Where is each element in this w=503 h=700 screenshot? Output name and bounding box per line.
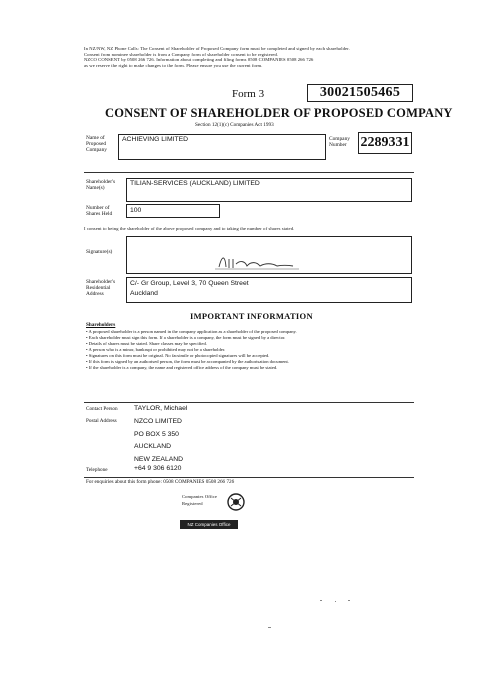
address-line-1: C/- Gr Group, Level 3, 70 Queen Street: [130, 280, 249, 287]
important-item: • A proposed shareholder is a person named in the company application as a shareholder of the proposed company.: [86, 329, 297, 334]
company-number: 2289331: [360, 135, 410, 150]
postal-line: AUCKLAND: [134, 443, 172, 450]
important-item: • Details of shares must be stated. Share classes may be specified.: [86, 341, 207, 346]
contact-person: TAYLOR, Michael: [134, 405, 188, 412]
postal-line: NZCO LIMITED: [134, 418, 182, 425]
page-subtitle: Section 12(1)(c) Companies Act 1993: [195, 122, 274, 128]
form-number: 30021505465: [319, 85, 401, 100]
important-item: • If this form is signed by an authorised person, the form must be accompanied by the authorisation document.: [86, 359, 289, 364]
stamp-line-3: NZ Companies Office: [180, 520, 238, 529]
important-item: • A person who is a minor, bankrupt or prohibited may not be a shareholder.: [86, 347, 226, 352]
shares-label: Number of Shares Held: [86, 205, 113, 217]
page-title: CONSENT OF SHAREHOLDER OF PROPOSED COMPANY: [105, 106, 453, 120]
address-label: Shareholder's Residential Address: [86, 279, 116, 297]
important-item: • Signatures on this form must be original. No facsimile or photocopied signatures will be accepted.: [86, 353, 270, 358]
postal-address-label: Postal Address: [86, 418, 117, 424]
telephone-label: Telephone: [86, 467, 108, 473]
shareholder-name-label: Shareholder's Name(s): [86, 179, 116, 191]
header-note-3: NZCO CONSENT by 0508 266 726. Information about completing and filing forms 0508 COMPANIES 0508 266 726: [84, 57, 314, 63]
important-item: • Each shareholder must sign this form. If a shareholder is a company, the form must be signed by a director.: [86, 335, 286, 340]
important-item: • If the shareholder is a company, the name and registered office address of the company must be stated.: [86, 365, 278, 370]
shares-value: 100: [130, 207, 142, 214]
address-line-2: Auckland: [130, 290, 158, 297]
contact-person-label: Contact Person: [86, 406, 118, 412]
company-name-label: Name of Proposed Company: [86, 135, 107, 153]
consent-statement: I consent to being the shareholder of the above proposed company and to taking the number of shares stated.: [84, 226, 295, 231]
company-number-label: Company Number: [329, 136, 350, 148]
stamp-line-2: Registered: [182, 501, 203, 506]
header-note-4: as we reserve the right to make changes to the form. Please ensure you use the current form.: [84, 62, 263, 68]
company-name: ACHIEVING LIMITED: [122, 136, 189, 143]
signature-label: Signature(s): [86, 249, 113, 255]
header-note-2: Consent from nominee shareholder is from a Company form of shareholder consent to be registered.: [84, 51, 279, 57]
telephone: +64 9 306 6120: [134, 465, 182, 472]
shareholder-name: TILIAN-SERVICES (AUCKLAND) LIMITED: [130, 180, 260, 187]
postal-line: NEW ZEALAND: [134, 455, 184, 463]
important-subheading: Shareholders: [86, 322, 116, 328]
form-label: Form 3: [232, 88, 265, 100]
postal-line: PO BOX 5 350: [134, 430, 179, 438]
important-heading: IMPORTANT INFORMATION: [190, 311, 313, 321]
footer-enquiries: For enquiries about this form phone: 0508 COMPANIES 0508 266 726: [86, 479, 235, 485]
stamp-line-1: Companies Office: [182, 494, 218, 499]
header-note-1: In NZ/NW, NZ Phone Calls: The Consent of Shareholder of Proposed Company form must be completed and signed by each shareholder.: [84, 46, 350, 51]
